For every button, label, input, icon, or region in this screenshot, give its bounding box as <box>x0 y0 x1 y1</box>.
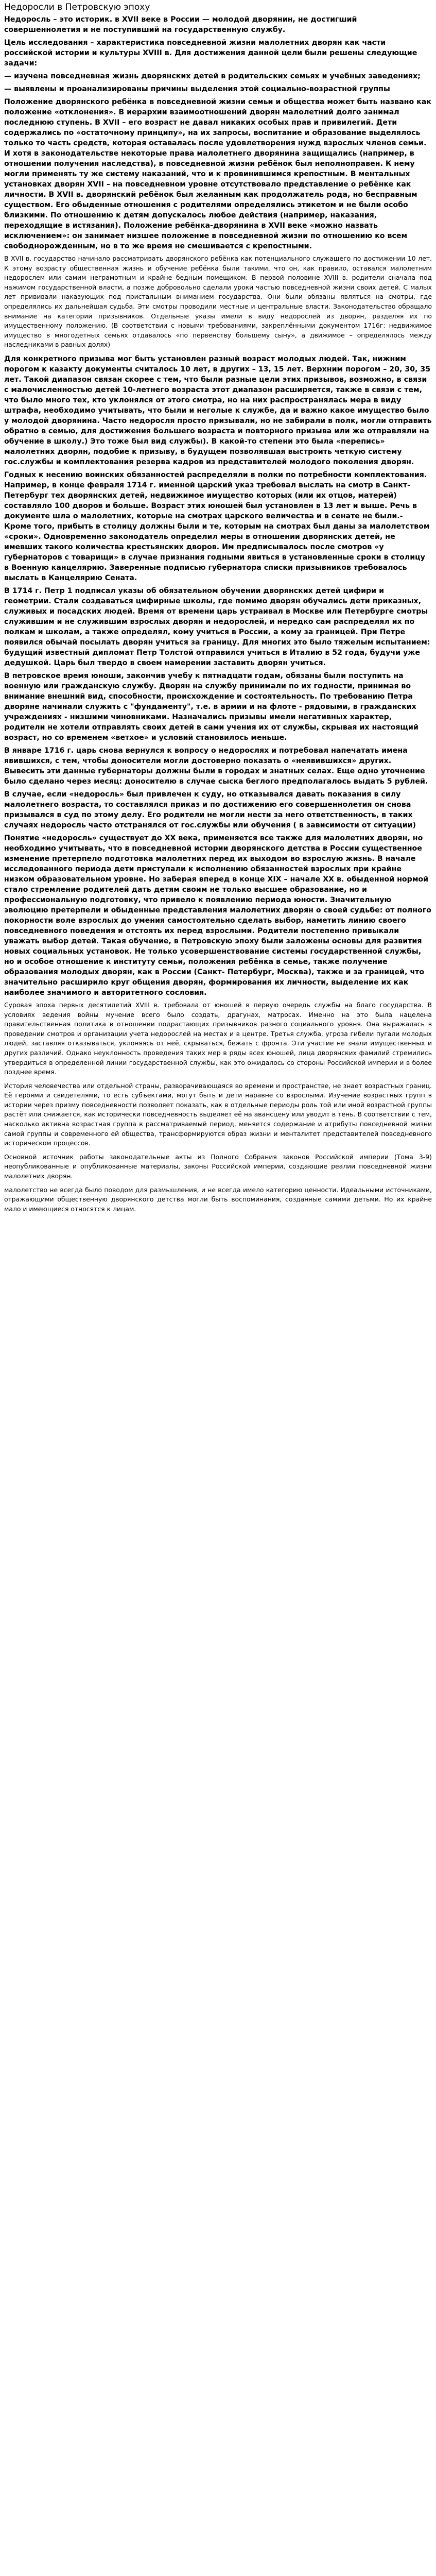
paragraph: Понятие «недоросль» существует до XX века, применяется все также для малолетних дворян, но необходимо учитывать, что в повседневной истории дворянского детства в России существенное изменение претерпело подготовка малолетних перед их выходом во взрослую жизнь. В начале исследованного периода дети приступали к исполнению обязанностей взрослых при крайне низком образовательном уровне. Но заберая вперед в конце XIX – начале XX в. обыденной нормой стало стремление родителей дать детям своим не только высшее образование, но и профессиональную подготовку, что привело к появлению периода юности. Значительную эволюцию претерпели и обыденные представления малолетних дворян о своей судьбе: от полного покорности воле взрослых до умения самостоятельно сделать выбор, наметить линию своего повседневного поведения и отстоять их перед взрослыми. Родители постепенно привыкали уважать выбор детей. Такая обучение, в Петровскую эпоху были заложены основы для развития новых социальных установок. Не только усовершенствование системы государственной службы, но и особое отношение к институту семьи, положения ребёнка в семье, также получение образования молодых дворян, как в России (Санкт- Петербург, Москва), также и за границей, что значительно расширило круг общения дворян, формирования их личности, выделение их как наиболее значимого и авторитетного сословия. <box>4 834 431 997</box>
paragraph: Недоросль – это историк. в XVII веке в России — молодой дворянин, не достигший совершеннолетия и не поступивший на государственную службу. <box>4 15 357 34</box>
paragraph: Для конкретного призыва мог быть установлен разный возраст молодых людей. Так, нижним порогом к казакту документы считалось 10 лет, в других – 13, 15 лет. Верхним порогом – 20, 30, 35 лет. Такой диапазон связан скорее с тем, что были разные цели этих призывов, возможно, в связи с малочисленностью детей 10-летнего возраста этот диапазон расширяется, также в связи с тем, что было много тех, кто уклонялся от этого смотра, но на них распространялась мера в виду штрафа, необходимо учитывать, что были и неголые к службе, да и важно какое имущество было у молодой дворянина. Часто недоросля просто призывали, но не забирали в полк, могли отправить обратно в семью, для достижения большего возраста и повторного призыва или же отправляли на обучение в школу.) Это тоже был вид службы). В какой-то степени это была «перепись» малолетних дворян, подобие к призыву, в будущем позволявшая выстроить четкую систему гос.службы и комплектования резерва кадров из представителей молодого поколения дворян. <box>4 354 432 466</box>
paragraph: В петровское время юноши, закончив учебу к пятнадцати годам, обязаны были поступить на военную или гражданскую службу. Дворян на службу принимали по их годности, принимая во внимание внешний вид, способности, происхождение и состоятельность. По требованию Петра дворяне начинали служить с "фундаменту", т.е. в армии и на флоте - рядовыми, в гражданских учреждениях - низшими чиновниками. Назначались призывы имели негативных характер, родители не хотели отправлять своих детей в сами учения их от службы, скрывая их настоящий возраст, но со временем «ветхое» и условий становилось меньше. <box>4 671 418 742</box>
paragraph: В 1714 г. Петр 1 подписал указы об обязательном обучении дворянских детей цифири и геометрии. Стали создаваться цифирные школы, где помимо дворян обучались дети приказных, служивых и посадских людей. Время от времени царь устраивал в Москве или Петербурге смотры служившим и не служившим взрослых дворян и недорослей, и нередко сам распределял их по полкам и школам, а также определял, кому учиться в России, а кому за границей. При Петре появился обычай посылать дворян учиться за границу. Для многих это было тяжелым испытанием: будущий известный дипломат Петр Толстой отправился учиться в Италию в 52 года, будучи уже дедушкой. Царь был твердо в своем намерении заставить дворян учиться. <box>4 586 430 667</box>
paragraph: История человечества или отдельной страны, разворачивающаяся во времени и пространстве, не знает возрастных границ. Её героями и свидетелями, то есть субъектами, могут быть и дети наравне со взрослыми. Изучение возрастных групп в истории через призму повседневности позволяет показать, как в отдельные периоды роль той или иной возрастной группы растёт или снижается, как исторически повседневность выделяет её на авансцену или уводит в тень. В соответствии с тем, насколько активна возрастная группа в рассматриваемый период, меняется содержание и атрибуты повседневной жизни самой группы и современного ей общества, трансформируются образ жизни и менталитет представителей повседневного историческом процессов. <box>4 1081 432 1147</box>
paragraph: Основной источник работы законодательные акты из Полного Собрания законов Российской империи (Тома 3-9) неопубликованные и опубликованные материалы, законы Российской империи, создающие реалии повседневной жизни малолетних дворян. <box>4 1153 432 1180</box>
paragraph: В XVII в. государство начинало рассматривать дворянского ребёнка как потенциального служащего по достижении 10 лет. К этому возрасту общественная жизнь и обучение ребёнка были такими, что он, как правило, оставался малолетним недорослем или самим неграмотным и крайне бедным помещиком. В первой половине XVIII в. родители сначала под нажимом государственной власти, а позже добровольно сделали уроки частью повседневной жизни своих детей. С малых лет прививали наказующих под пристальным вниманием государства. Они были обязаны являться на смотры, где определялись их дальнейшая судьба. Эти смотры проводили местные и центральные власти. Законодательство обращало внимание на категории призывников. Отдельные указы имели в виду недорослей из дворян, разделяя их по имущественному положению. (В соответствии с новыми требованиями, закреплёнными документом 1716г: недвижимое имущество в многодетных семьях отдавалось «по первенству большему сыну», а движимое – определялось между наследниками в равных долях) <box>4 255 432 349</box>
paragraph: — выявлены и проанализированы причины выделения этой социально-возрастной группы <box>4 85 390 93</box>
paragraph: В январе 1716 г. царь снова вернулся к вопросу о недорослях и потребовал напечатать имена явившихся, с тем, чтобы доносители могли достоверно показать о «неявившихся» других. Вывесить эти данные губернаторы должны были в городах и знатных селах. Еще одно уточнение было сделано через месяц: доносителю в случае сыска беглого предполагалось выдать 5 рублей. <box>4 746 428 786</box>
paragraph: — изучена повседневная жизнь дворянских детей в родительских семьях и учебных заведениях; <box>4 72 421 80</box>
paragraph: Цель исследования – характеристика повседневной жизни малолетних дворян как части российской истории и культуры XVIII в. Для достижения данной цели были решены следующие задачи: <box>4 39 417 67</box>
paragraph: В случае, если «недоросль» был привлечен к суду, но отказывался давать показания в силу малолетнего возраста, то составлялся приказ и по достижению его совершеннолетия он снова призывался в суд по этому делу. Его родители не могли нести за него ответственность, в таких случаях недоросль часто отстранялся от гос.службы или обучения ( в зависимости от ситуации) <box>4 790 416 829</box>
document-page <box>0 0 436 1228</box>
paragraph: Положение дворянского ребёнка в повседневной жизни семьи и общества может быть названо как положение «отклонения». В иерархии взаимоотношений дворян малолетний долго занимал последнюю ступень. В XVII – его возраст не давал никаких особых прав и привилегий. Дети содержались по «остаточному принципу», на их запросы, воспитание и образование выделялось только то часть средств, которая оставалась после удовлетворения нужд взрослых членов семьи. И хотя в законодательстве некоторые права малолетнего дворянина защищались (например, в отношении получения наследства), в повседневной жизни ребёнок был неполноправен. К нему могли применять ту же систему наказаний, что и к провинившимся крепостным. В ментальных установках дворян XVII – на повседневном уровне отсутствовало представление о ребёнке как личности. В XVII в. дворянский ребёнок был желанным как продолжатель рода, но бесправным существом. Его обыденные отношения с родителями определялись этикетом и не были особо близкими. По отношению к детям допускалось любое действия (например, наказания, переходящие в истязания). Положение ребёнка-дворянина в XVII веке «можно назвать исключением»: он занимает низшее положение в повседневной жизни по отношению ко всем свободнорожденным, но в то же время не смешивается с крепостными. <box>4 98 431 250</box>
paragraph: малолетство не всегда было поводом для размышления, и не всегда имело категорию ценности. Идеальными источниками, отражающими общественную дворянского детства могли быть воспоминания, созданные самими детьми. Но их крайне мало и имеющиеся относятся к лицам. <box>4 1185 432 1213</box>
page-title: Недоросли в Петровскую эпоху <box>4 2 150 12</box>
article-body <box>4 14 432 1214</box>
paragraph: Годных к несению воинских обязанностей распределяли в полки по потребности комплектования. Например, в конце февраля 1714 г. именной царский указ требовал выслать на смотр в Санкт-Петербург тех дворянских детей, недвижимое имущество которых (или их отцов, матерей) составляло 100 дворов и больше. Возраст этих юношей был установлен в 13 лет и выше. Речь в документе шла о малолетних, которые на смотрах царского величества и в сенате не были.- Кроме того, прибыть в столицу должны были и те, которым на смотрах был даны за малолетством «сроки». Одновременно законодатель определил меры в отношении дворянских детей, не имевших такого количества крестьянских дворов. Им предписывалось после смотров «у губернаторов с товарищи» в случае признания годными явиться в установленные сроки в столицу в Военную канцелярию. Заверенные подписью губернатора списки призывников требовалось выслать в Канцелярию Сената. <box>4 470 430 582</box>
paragraph: Суровая эпоха первых десятилетий XVIII в. требовала от юношей в первую очередь службы на благо государства. В условиях ведения войны мучение всего было создать, драгунах, матросах. Именно на это была нацелена правительственная политика в отношении подрастающих призывников разного социального уровня. Она выражалась в проведении смотров и организации учета недорослей на местах и в центре. Третья служба, угроза гибели пугали молодых людей, заставляя отказываться, уклоняясь от неё, скрываться, бежать с фронта. Эти участие не знали имущественных и других различий. Однако неуклонность проведения таких мер в ряды всех юношей, лица дворянских фамилий стремились утвердиться в определенной линии государственной службы, как это ожидалось со стороны Российской империи и в более позднее время. <box>4 1001 432 1076</box>
